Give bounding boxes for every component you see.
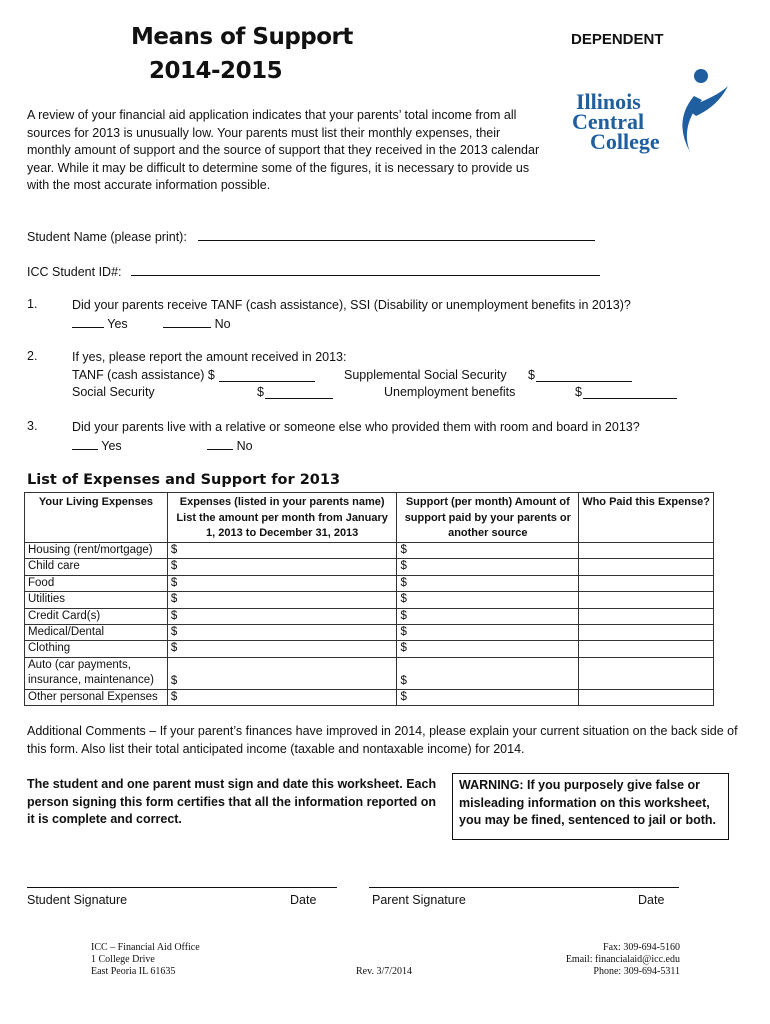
footer-city: East Peoria IL 61635 [91, 966, 176, 977]
footer-street: 1 College Drive [91, 954, 155, 965]
expense-category: Child care [25, 559, 168, 575]
parent-signature-line[interactable] [369, 887, 679, 888]
footer-contact [520, 942, 680, 978]
expense-amount-cell[interactable] [167, 575, 397, 591]
header-support: Support (per month) Amount of support paid by your parents or another source [397, 493, 579, 543]
expense-amount-cell[interactable] [167, 657, 397, 689]
support-amount-cell[interactable] [397, 608, 579, 624]
dollar-sign: $ [170, 625, 178, 638]
student-signature-label: Student Signature [27, 893, 128, 907]
who-paid-cell[interactable] [579, 592, 714, 608]
dollar-sign: $ [400, 609, 407, 622]
expense-amount-cell[interactable] [167, 559, 397, 575]
intro-paragraph: A review of your financial aid application indicates that your parents’ total income from all sources for 2013 is unusually low. Your parents must list their monthly expenses, their monthly amount of support and the source of support that they received in the 2013 calendar year. While it may be difficult to determine some of the figures, it is necessary to provide us with the most accurate information possible. [27, 108, 540, 192]
expense-amount-cell[interactable] [167, 592, 397, 608]
q1-no-label: No [214, 316, 231, 331]
dollar-sign: $ [170, 544, 178, 556]
q3-yes-blank[interactable] [72, 437, 98, 450]
q2-ss-blank[interactable] [265, 386, 333, 399]
page-title: Means of Support [131, 24, 353, 50]
expense-amount-cell[interactable] [167, 624, 397, 640]
support-amount-cell[interactable] [397, 624, 579, 640]
who-paid-cell[interactable] [579, 689, 714, 705]
expense-category: Medical/Dental [25, 624, 168, 640]
footer-email: Email: financialaid@icc.edu [565, 954, 680, 965]
q2-tanf-label: TANF (cash assistance) $ [72, 367, 215, 382]
header-who-paid: Who Paid this Expense? [579, 493, 714, 543]
student-date-label: Date [290, 893, 317, 907]
logo-text-line1: Illinois [576, 89, 641, 114]
page-year: 2014-2015 [149, 58, 283, 84]
table-row [25, 657, 714, 689]
table-row [25, 543, 714, 559]
q3-no-blank[interactable] [207, 437, 233, 450]
college-logo [568, 66, 728, 162]
student-name-label: Student Name (please print): [27, 230, 187, 244]
q2-ss-label: Social Security [72, 385, 155, 399]
student-id-line[interactable] [131, 263, 600, 276]
question-1-text: Did your parents receive TANF (cash assistance), SSI (Disability or unemployment benefits in 2013)? [72, 298, 631, 312]
support-amount-cell[interactable] [397, 559, 579, 575]
footer-fax: Fax: 309-694-5160 [603, 942, 680, 953]
question-1-number: 1. [27, 297, 38, 311]
table-row [25, 689, 714, 705]
q2-unemp-dollar: $ [575, 385, 582, 399]
table-row [25, 592, 714, 608]
q1-yes-blank[interactable] [72, 315, 104, 328]
q2-unemp-blank[interactable] [583, 386, 677, 399]
dollar-sign: $ [400, 544, 407, 556]
support-amount-cell[interactable] [397, 575, 579, 591]
footer-revision: Rev. 3/7/2014 [356, 966, 413, 977]
q2-ssupp-dollar: $ [528, 367, 535, 382]
dollar-sign: $ [400, 625, 407, 638]
support-amount-cell[interactable] [397, 592, 579, 608]
expenses-table [24, 492, 714, 706]
warning-box: WARNING: If you purposely give false or misleading information on this worksheet, you may be fined, sentenced to jail or both. [452, 773, 729, 840]
dollar-sign: $ [170, 560, 178, 573]
q2-ss-dollar: $ [257, 385, 264, 399]
expense-category: Utilities [25, 592, 168, 608]
q2-ssupp-label: Supplemental Social Security [344, 367, 507, 382]
support-amount-cell[interactable] [397, 641, 579, 657]
student-name-field[interactable] [27, 228, 595, 244]
expense-category: Credit Card(s) [25, 608, 168, 624]
table-row [25, 559, 714, 575]
question-2-number: 2. [27, 349, 38, 363]
logo-text-line3: College [590, 129, 660, 154]
status-label: DEPENDENT [571, 31, 664, 48]
student-name-line[interactable] [198, 228, 595, 241]
expense-amount-cell[interactable] [167, 608, 397, 624]
who-paid-cell[interactable] [579, 608, 714, 624]
expense-amount-cell[interactable] [167, 689, 397, 705]
who-paid-cell[interactable] [579, 641, 714, 657]
q1-yes-label: Yes [107, 316, 128, 331]
dollar-sign: $ [400, 576, 407, 589]
logo-text-line2: Central [572, 109, 645, 134]
table-row [25, 624, 714, 640]
parent-date-label: Date [638, 893, 665, 907]
dollar-sign: $ [400, 593, 407, 606]
dollar-sign: $ [170, 593, 178, 606]
expense-category: Housing (rent/mortgage) [25, 543, 168, 559]
expense-category: Clothing [25, 641, 168, 657]
dollar-sign: $ [170, 609, 178, 622]
who-paid-cell[interactable] [579, 559, 714, 575]
dollar-sign: $ [170, 674, 178, 687]
signing-note: The student and one parent must sign and date this worksheet. Each person signing this form certifies that all the information reported on it is complete and correct. [27, 777, 437, 826]
question-1 [72, 297, 631, 333]
who-paid-cell[interactable] [579, 624, 714, 640]
q2-unemp-label: Unemployment benefits [384, 385, 516, 399]
student-id-field[interactable] [27, 263, 600, 279]
question-3 [72, 419, 640, 455]
dollar-sign: $ [400, 560, 407, 573]
student-signature-line[interactable] [27, 887, 337, 888]
q3-yes-label: Yes [101, 438, 122, 453]
dollar-sign: $ [170, 642, 178, 655]
dollar-sign: $ [170, 690, 178, 703]
dollar-sign: $ [170, 576, 178, 589]
question-2-text: If yes, please report the amount received in 2013: [72, 350, 347, 364]
footer-address [91, 942, 200, 978]
header-expenses: Expenses (listed in your parents name) List the amount per month from January 1, 2013 to December 31, 2013 [167, 493, 397, 543]
dollar-sign: $ [400, 674, 407, 687]
support-amount-cell[interactable] [397, 657, 579, 689]
table-row [25, 641, 714, 657]
question-3-number: 3. [27, 419, 38, 433]
q3-no-label: No [236, 438, 253, 453]
support-amount-cell[interactable] [397, 543, 579, 559]
q2-tanf-blank[interactable] [219, 369, 315, 382]
q2-ssupp-blank[interactable] [536, 369, 632, 382]
student-id-label: ICC Student ID#: [27, 265, 122, 279]
question-2 [72, 349, 692, 402]
who-paid-cell[interactable] [579, 575, 714, 591]
q1-no-blank[interactable] [163, 315, 211, 328]
footer-phone: Phone: 309-694-5311 [593, 966, 680, 977]
expense-amount-cell[interactable] [167, 641, 397, 657]
who-paid-cell[interactable] [579, 543, 714, 559]
expense-amount-cell[interactable] [167, 543, 397, 559]
additional-comments: Additional Comments – If your parent’s finances have improved in 2014, please explain your current situation on the back side of this form. Also list their total anticipated income (taxable and nontaxable income) for 2014. [27, 724, 738, 756]
who-paid-cell[interactable] [579, 657, 714, 689]
expense-category: Auto (car payments, insurance, maintenance) [25, 657, 168, 689]
table-row [25, 575, 714, 591]
support-amount-cell[interactable] [397, 689, 579, 705]
expenses-section-title: List of Expenses and Support for 2013 [27, 472, 341, 488]
dollar-sign: $ [400, 690, 407, 703]
expense-category: Food [25, 575, 168, 591]
dollar-sign: $ [400, 642, 407, 655]
question-3-text: Did your parents live with a relative or someone else who provided them with room and board in 2013? [72, 420, 640, 434]
expense-category: Other personal Expenses [25, 689, 168, 705]
parent-signature-label: Parent Signature [372, 893, 466, 907]
footer-office: ICC – Financial Aid Office [91, 942, 200, 953]
table-row [25, 608, 714, 624]
header-living-expenses: Your Living Expenses [25, 493, 168, 543]
